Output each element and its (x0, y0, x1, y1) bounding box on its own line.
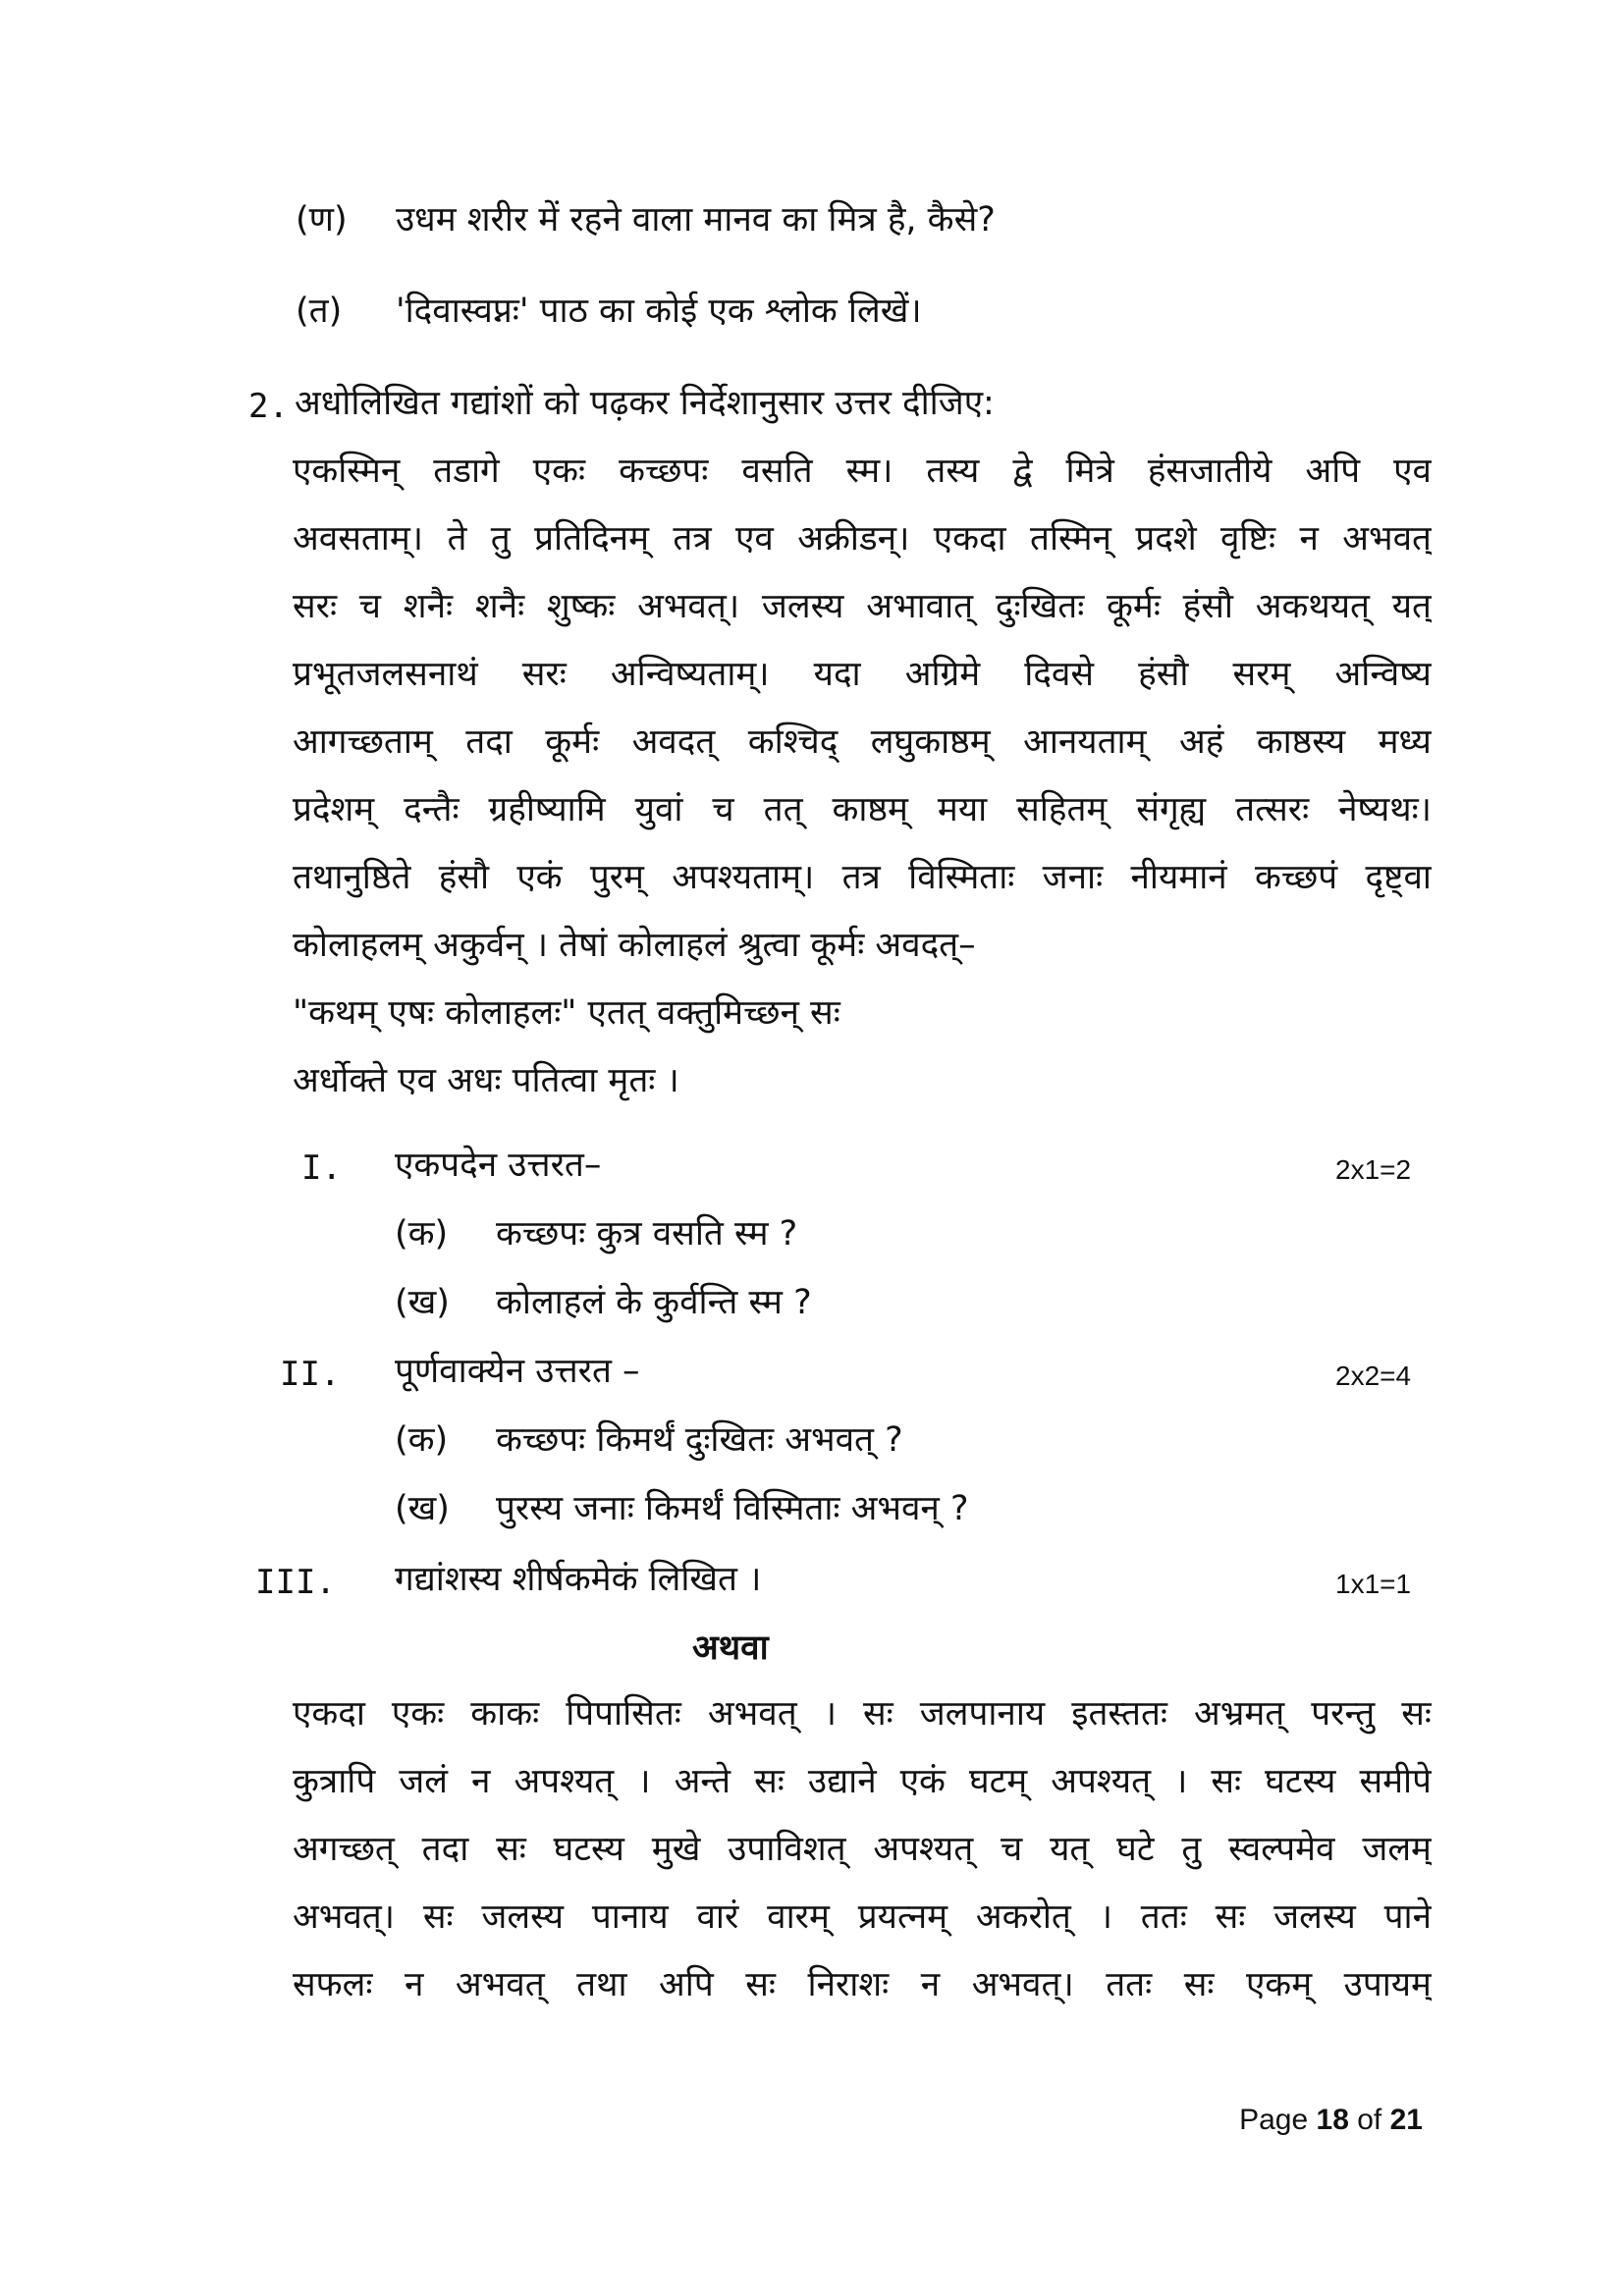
sub-question-label: (क) (395, 1420, 449, 1460)
section-title: पूर्णवाक्येन उत्तरत – (395, 1352, 640, 1391)
alternate-passage (293, 1681, 1432, 2019)
question-heading: अधोलिखित गद्यांशों को पढ़कर निर्देशानुसार उत्तर दीजिए: (295, 384, 995, 423)
section-title: एकपदेन उत्तरत– (395, 1146, 602, 1185)
passage-line: एकस्मिन् तडागे एकः कच्छपः वसति स्म। तस्य द्वे मित्रे हंसजातीये अपि एव (293, 452, 1432, 491)
section-marks: 2x1=2 (1335, 1154, 1412, 1185)
question-number: 2. (248, 387, 289, 426)
question-label: (ण) (296, 200, 348, 240)
section-number: I. (301, 1148, 342, 1188)
passage-line: एकदा एकः काकः पिपासितः अभवत् । सः जलपानाय इतस्ततः अभ्रमत् परन्तु सः (293, 1694, 1432, 1734)
sub-question-label: (क) (395, 1214, 449, 1254)
passage-line: कोलाहलम् अकुर्वन् । तेषां कोलाहलं श्रुत्वा कूर्मः अवदत्– (293, 926, 976, 965)
question-text: 'दिवास्वप्नः' पाठ का कोई एक श्लोक लिखें। (396, 292, 922, 331)
question-label: (त) (296, 292, 343, 331)
section-marks: 1x1=1 (1335, 1569, 1412, 1599)
passage (293, 438, 1432, 1115)
sub-question-text: कोलाहलं के कुर्वन्ति स्म ? (496, 1283, 812, 1322)
section-number: II. (280, 1355, 341, 1394)
section-title: गद्यांशस्य शीर्षकमेकं लिखित । (395, 1560, 762, 1599)
passage-line: "कथम् एषः कोलाहलः" एतत् वक्तुमिच्छन् सः (293, 993, 840, 1033)
sub-question-text: कच्छपः किमर्थं दुःखितः अभवत् ? (496, 1420, 903, 1460)
sub-question-text: पुरस्य जनाः किमर्थं विस्मिताः अभवन् ? (496, 1489, 969, 1528)
or-heading: अथवा (692, 1629, 769, 1668)
passage-line: कुत्रापि जलं न अपश्यत् । अन्ते सः उद्याने एकं घटम् अपश्यत् । सः घटस्य समीपे (293, 1762, 1432, 1801)
passage-line: अवसताम्। ते तु प्रतिदिनम् तत्र एव अक्रीडन्। एकदा तस्मिन् प्रदशे वृष्टिः न अभवत् (293, 519, 1432, 559)
passage-line: तथानुष्ठिते हंसौ एकं पुरम् अपश्यताम्। तत्र विस्मिताः जनाः नीयमानं कच्छपं दृष्ट्वा (293, 858, 1432, 897)
footer-total-pages: 21 (1389, 2104, 1423, 2136)
passage-line: आगच्छताम् तदा कूर्मः अवदत् कश्चिद् लघुकाष्ठम् आनयताम् अहं काष्ठस्य मध्य (293, 722, 1432, 762)
question-text: उधम शरीर में रहने वाला मानव का मित्र है, कैसे? (396, 200, 996, 240)
passage-line: सरः च शनैः शनैः शुष्कः अभवत्। जलस्य अभावात् दुःखितः कूर्मः हंसौ अकथयत् यत् (293, 587, 1432, 626)
sub-question-label: (ख) (395, 1283, 450, 1322)
footer-current-page: 18 (1316, 2104, 1349, 2136)
passage-line: सफलः न अभवत् तथा अपि सः निराशः न अभवत्। ततः सः एकम् उपायम् (293, 1965, 1432, 2004)
footer-page-word: Page (1239, 2104, 1309, 2136)
passage-line: अभवत्। सः जलस्य पानाय वारं वारम् प्रयत्नम् अकरोत् । ततः सः जलस्य पाने (293, 1897, 1432, 1937)
passage-line: प्रदेशम् दन्तैः ग्रहीष्यामि युवां च तत् काष्ठम् मया सहितम् संगृह्य तत्सरः नेष्यथः। (293, 790, 1432, 829)
footer-of-word: of (1357, 2104, 1382, 2136)
section-number: III. (255, 1563, 336, 1602)
section-marks: 2x2=4 (1335, 1361, 1412, 1391)
sub-question-text: कच्छपः कुत्र वसति स्म ? (496, 1214, 798, 1254)
passage-line: अगच्छत् तदा सः घटस्य मुखे उपाविशत् अपश्यत् च यत् घटे तु स्वल्पमेव जलम् (293, 1830, 1432, 1869)
page-footer (1239, 2104, 1423, 2137)
sub-question-label: (ख) (395, 1489, 450, 1528)
passage-line: प्रभूतजलसनाथं सरः अन्विष्यताम्। यदा अग्रिमे दिवसे हंसौ सरम् अन्विष्य (293, 655, 1432, 694)
passage-line: अर्धोक्ते एव अधः पतित्वा मृतः । (293, 1061, 679, 1100)
